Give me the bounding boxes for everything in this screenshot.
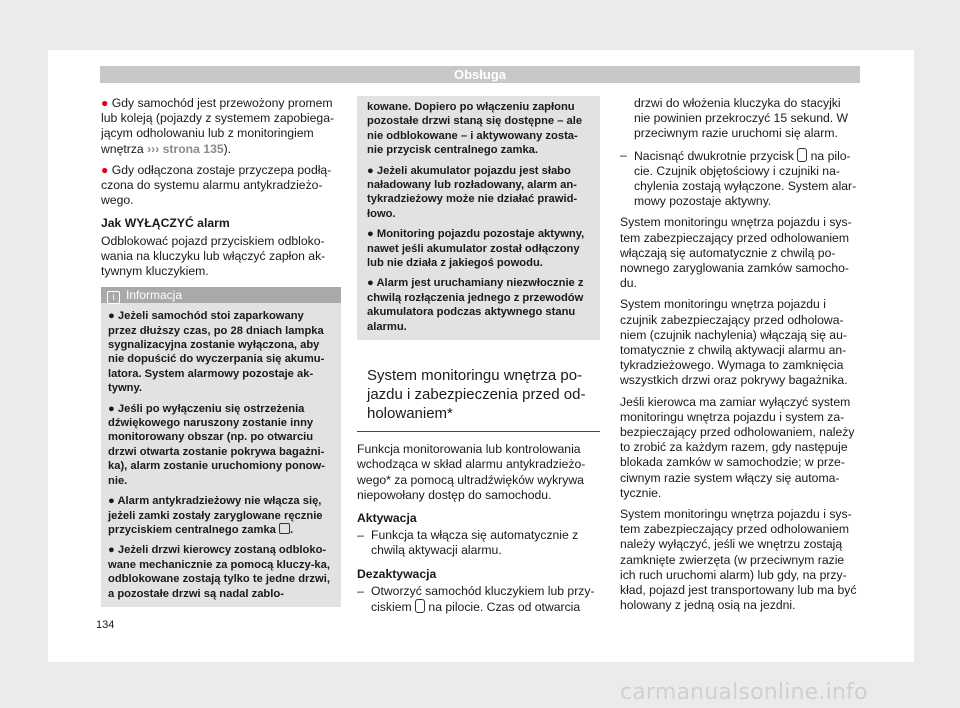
paragraph: Odblokować pojazd przyciskiem odbloko-wania na kluczyku lub włączyć zapłon ak-tywnym kluczykiem. [101, 233, 326, 279]
page-number: 134 [96, 619, 115, 631]
info-body [101, 303, 341, 607]
info-header: i Informacja [101, 287, 341, 303]
list-item: ● Jeżeli drzwi kierowcy zostaną odbloko-wane mechanicznie za pomocą kluczy-ka, odblokowane zostają tylko te jedne drzwi, a pozostałe drzwi są nadal zablo- [108, 544, 330, 600]
paragraph: Jeśli kierowca ma zamiar wyłączyć system monitoringu wnętrza pojazdu i system za-bezpieczający przed odholowaniem, należy to zrobić za każdym razem, gdy następuje blokada zamków w samochodzie; w prze-ciwnym razie system włączy się automa-tycznie. [620, 394, 855, 500]
watermark: carmanualsonline.info [620, 680, 868, 705]
subheading: Jak WYŁĄCZYĆ alarm [101, 216, 230, 231]
list-item: ● Jeżeli akumulator pojazdu jest słabo naładowany lub rozładowany, alarm an-tykradzieżowy może nie działać prawid-łowo. [367, 164, 578, 220]
section-title: System monitoringu wnętrza po-jazdu i zabezpieczenia przed od-holowaniem* [357, 362, 600, 432]
page-link[interactable]: strona 135 [162, 141, 224, 156]
column-1 [101, 96, 341, 607]
list-item: ● Jeżeli samochód stoi zaparkowany przez dłuższy czas, po 28 dniach lampka sygnalizacyjna zostanie wyłączona, aby nie dopuścić do wyczerpania się akumu-latora. System alarmowy pozostaje ak-tywny. [108, 310, 325, 395]
key-icon [415, 599, 425, 613]
info-box-continued [357, 96, 600, 340]
paragraph: System monitoringu wnętrza pojazdu i sys-tem zabezpieczający przed odholowaniem należy wyłączyć, jeśli we wnętrzu zostają zamknięte zwierzęta (w przeciwnym razie ich ruch uruchomi alarm) lub gdy, na przy-kład, pojazd jest transportowany lub ma być holowany z jedną osią na jezdni. [620, 507, 857, 613]
subheading: Aktywacja [357, 510, 417, 525]
arrow-icon: ››› [147, 141, 160, 156]
bullet-icon: ● [101, 162, 109, 177]
info-icon: i [107, 291, 120, 304]
paragraph: System monitoringu wnętrza pojazdu i czujnik zabezpieczający przed odholowa-niem (czujnik nachylenia) włączają się au-tomatycznie z chwilą aktywacji alarmu an-tykradzieżowego. Wymaga to zamknięcia wszystkich drzwi oraz pokrywy bagażnika. [620, 297, 848, 388]
central-lock-icon [279, 523, 290, 534]
list-item: ● Jeśli po wyłączeniu się ostrzeżenia dźwiękowego naruszony zostanie inny monitorowany obszar (np. po otwarciu drzwi otwarta zostanie pokrywa bagażni-ka), alarm zostanie uruchomiony ponow-nie. [108, 402, 325, 487]
paragraph: drzwi do włożenia kluczyka do stacyjki nie powinien przekroczyć 15 sekund. W przeciwnym razie uruchomi się alarm. [634, 96, 849, 141]
list-item: ● Alarm jest uruchamiany niezwłocznie z chwilą rozłączenia jednego z przewodów akumulatora podczas aktywnego stanu alarmu. [367, 277, 584, 333]
list-item: ● Gdy odłączona zostaje przyczepa podłą-czona do systemu alarmu antykradzieżo-wego. [101, 162, 332, 208]
info-box [101, 287, 341, 607]
column-3 [620, 96, 860, 620]
list-item: – Funkcja ta włącza się automatycznie z chwilą aktywacji alarmu. [357, 528, 579, 558]
key-icon [797, 148, 807, 162]
paragraph: Funkcja monitorowania lub kontrolowania wchodząca w skład alarmu antykradzieżo-wego* za pomocą ultradźwięków wykrywa niepowołany dostęp do samochodu. [357, 442, 586, 502]
subheading: Dezaktywacja [357, 566, 437, 581]
paragraph: System monitoringu wnętrza pojazdu i sys-tem zabezpieczający przed odholowaniem włączają się automatycznie z chwilą po-nownego zaryglowania zamków samocho-du. [620, 215, 852, 291]
page-title: Obsługa [100, 66, 860, 83]
bullet-icon: ● [101, 96, 109, 110]
list-item: ● Alarm antykradzieżowy nie włącza się, jeżeli zamki zostały zaryglowane ręcznie przyciskiem centralnego zamka . [108, 495, 323, 536]
list-item: – Nacisnąć dwukrotnie przycisk na pilo-cie. Czujnik objętościowy i czujniki na-chylenia zostają wyłączone. System alar-mowy pozostaje aktywny. [620, 147, 857, 209]
list-item: – Otworzyć samochód kluczykiem lub przy-ciskiem na pilocie. Czas od otwarcia [357, 583, 595, 614]
list-item: ● Monitoring pojazdu pozostaje aktywny, nawet jeśli akumulator został odłączony lub nie działa z jakiegoś powodu. [367, 228, 585, 270]
paragraph: kowane. Dopiero po włączeniu zapłonu pozostałe drzwi staną się dostępne – ale nie odblokowane – i aktywowany zosta-nie przycisk centralnego zamka. [367, 101, 583, 157]
column-2 [357, 96, 600, 615]
list-item: ● Gdy samochód jest przewożony promem lub koleją (pojazdy z systemem zapobiega-jącym odholowaniu lub z monitoringiem wnętrza ››› strona 135). [101, 96, 335, 156]
